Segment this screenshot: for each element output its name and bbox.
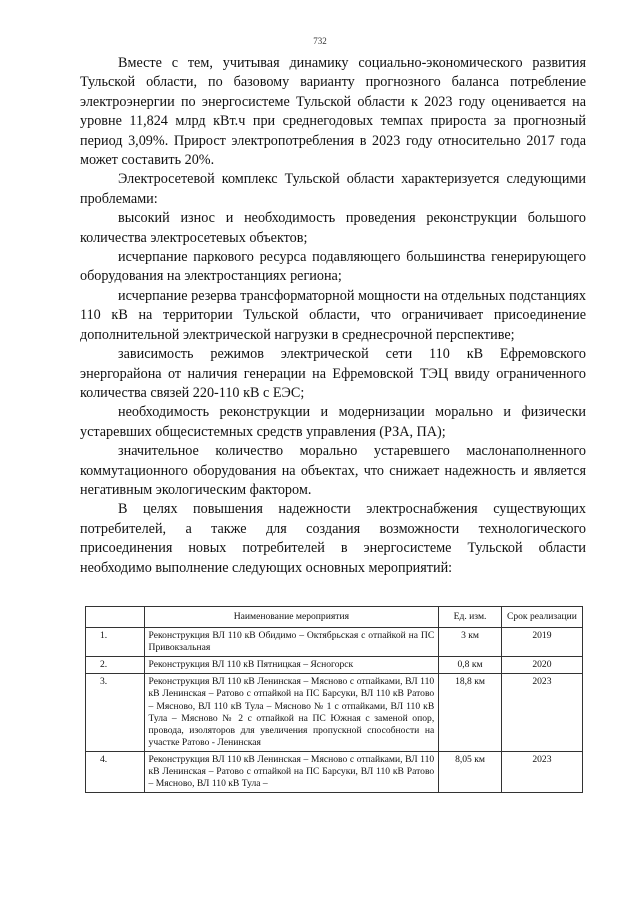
paragraph-measures-intro: В целях повышения надежности электроснабжения существующих потребителей, а также для создания возможности технологического присоединения новых потребителей в энергосистеме Тульской области необходимо выполнение следующих основных мероприятий: bbox=[80, 501, 586, 576]
paragraph-problems-intro: Электросетевой комплекс Тульской области характеризуется следующими проблемами: bbox=[80, 171, 586, 207]
table-row bbox=[86, 628, 583, 657]
paragraph-problem-control-systems: необходимость реконструкции и модернизации морально и физически устаревших общесистемных средств управления (РЗА, ПА); bbox=[80, 404, 586, 440]
paragraph-problem-wear: высокий износ и необходимость проведения реконструкции большого количества электросетевых объектов; bbox=[80, 210, 586, 246]
row-num: 4. bbox=[86, 751, 145, 792]
paragraph-problem-generation: исчерпание паркового ресурса подавляющего большинства генерирующего оборудования на электростанциях региона; bbox=[80, 249, 586, 285]
paragraph-problem-oil-equipment: значительное количество морально устаревшего маслонаполненного коммутационного оборудования на объектах, что снижает надежность и является негативным экологическим фактором. bbox=[80, 443, 586, 498]
row-name: Реконструкция ВЛ 110 кВ Ленинская – Мясново с отпайками, ВЛ 110 кВ Ленинская – Ратово с отпайкой на ПС Барсуки, ВЛ 110 кВ Ратово – Мясново, ВЛ 110 кВ Тула – bbox=[144, 751, 439, 792]
row-volume: 3 км bbox=[439, 628, 502, 657]
table-row bbox=[86, 674, 583, 752]
row-num: 3. bbox=[86, 674, 145, 752]
table-row bbox=[86, 751, 583, 792]
row-volume: 8,05 км bbox=[439, 751, 502, 792]
paragraph-problem-efremov: зависимость режимов электрической сети 110 кВ Ефремовского энергорайона от наличия генерации на Ефремовской ТЭЦ ввиду ограниченного количества связей 220-110 кВ с ЕЭС; bbox=[80, 346, 586, 401]
table-header-row bbox=[86, 607, 583, 628]
header-num bbox=[86, 607, 145, 628]
row-name: Реконструкция ВЛ 110 кВ Обидимо – Октябрьская с отпайкой на ПС Привокзальная bbox=[144, 628, 439, 657]
measures-table bbox=[85, 606, 583, 793]
row-num: 1. bbox=[86, 628, 145, 657]
paragraph-consumption-forecast: Вместе с тем, учитывая динамику социально-экономического развития Тульской области, по базовому варианту прогнозного баланса потребление электроэнергии по энергосистеме Тульской области к 2023 году оценивается на уровне 11,824 млрд кВт.ч при среднегодовых темпах прироста за прогнозный период 3,09%. Прирост электропотребления в 2023 году относительно 2017 года может составить 20%. bbox=[80, 55, 586, 169]
row-year: 2020 bbox=[501, 657, 582, 674]
row-name: Реконструкция ВЛ 110 кВ Ленинская – Мясново с отпайками, ВЛ 110 кВ Ленинская – Ратово с отпайкой на ПС Барсуки, ВЛ 110 кВ Ратово – Мясново, ВЛ 110 кВ Тула – Мясново № 1 с отпайками, ВЛ 110 кВ Тула – Мясново № 2 с отпайкой на ПС Южная с заменой опор, провода, изоляторов для увеличения пропускной способности на участке Ратово - Ленинская bbox=[144, 674, 439, 752]
header-year: Срок реализации bbox=[501, 607, 582, 628]
header-name: Наименование мероприятия bbox=[144, 607, 439, 628]
row-year: 2019 bbox=[501, 628, 582, 657]
row-volume: 18,8 км bbox=[439, 674, 502, 752]
row-year: 2023 bbox=[501, 674, 582, 752]
row-year: 2023 bbox=[501, 751, 582, 792]
row-volume: 0,8 км bbox=[439, 657, 502, 674]
page-number: 732 bbox=[313, 36, 327, 46]
row-name: Реконструкция ВЛ 110 кВ Пятницкая – Ясногорск bbox=[144, 657, 439, 674]
paragraph-problem-transformer-reserve: исчерпание резерва трансформаторной мощности на отдельных подстанциях 110 кВ на территории Тульской области, что ограничивает присоединение дополнительной электрической нагрузки в среднесрочной перспективе; bbox=[80, 287, 586, 343]
header-volume: Ед. изм. bbox=[439, 607, 502, 628]
body-text bbox=[80, 54, 586, 578]
table-row bbox=[86, 657, 583, 674]
row-num: 2. bbox=[86, 657, 145, 674]
